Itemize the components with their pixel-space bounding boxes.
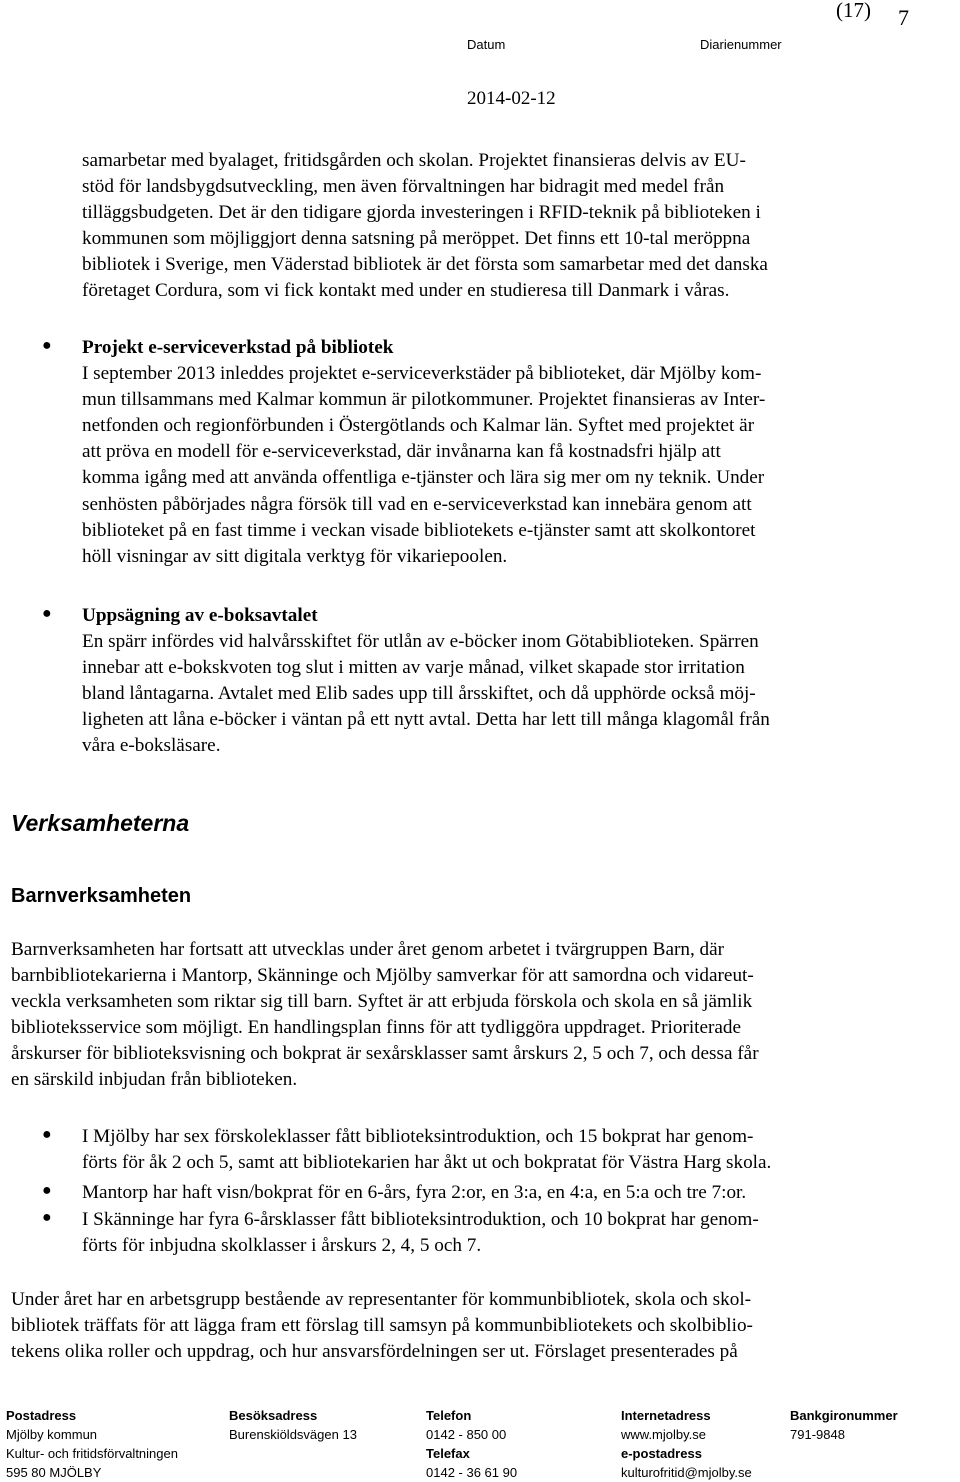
barn-paragraph (11, 937, 759, 1094)
text-line: tekens olika roller och uppdrag, och hur ansvarsfördelningen ser ut. Förslaget presenterades på (11, 1341, 738, 1363)
text-line: kommunen som möjliggjort denna satsning på meröppet. Det finns ett 10-tal meröppna (82, 228, 751, 250)
text-line: Barnverksamheten har fortsatt att utvecklas under året genom arbetet i tvärgruppen Barn, där (11, 939, 725, 960)
barn-bullet-mantorp (82, 1180, 746, 1206)
internetadress-link[interactable]: www.mjolby.se (621, 1427, 707, 1442)
postadress-line: Mjölby kommun (6, 1427, 98, 1442)
text-line: ligheten att låna e-böcker i väntan på ett nytt avtal. Detta har lett till många klagomål från (82, 709, 770, 731)
bullet-icon: ● (42, 1182, 52, 1199)
text-line: att pröva en modell för e-serviceverkstad, där invånarna kan få kostnadsfri hjälp att (82, 441, 721, 463)
closing-paragraph (11, 1287, 753, 1365)
section-heading: Verksamheterna (11, 810, 190, 836)
text-line: barnbibliotekarierna i Mantorp, Skänninge och Mjölby samverkar för att samordna och vidareut- (11, 965, 754, 987)
internetadress-label: Internetadress (621, 1408, 711, 1423)
footer-besoksadress (229, 1406, 357, 1444)
text-line: mun tillsammans med Kalmar kommun är pilotkommuner. Projektet finansieras av Inter- (82, 389, 766, 411)
text-line: biblioteket på en fast timme i veckan visade bibliotekets e-tjänster samt att skolkontoret (82, 519, 756, 541)
epost-label: e-postadress (621, 1446, 702, 1461)
text-line: veckla verksamheten som riktar sig till barn. Syftet är att erbjuda förskola och skola en så jämlik (11, 991, 753, 1013)
bullet-title: Uppsägning av e-boksavtalet (82, 605, 318, 626)
page-number: (17) (836, 0, 871, 22)
text-line: Under året har en arbetsgrupp bestående av representanter för kommunbibliotek, skola och skol- (11, 1289, 752, 1310)
text-line: komma igång med att använda offentliga e-tjänster och lära sig mer om ny teknik. Under (82, 467, 765, 489)
diarienummer-label: Diarienummer (700, 37, 782, 52)
telefon-value: 0142 - 850 00 (426, 1427, 507, 1442)
barn-bullet-mjolby (82, 1124, 771, 1176)
bankgiro-label: Bankgironummer (790, 1408, 898, 1423)
postadress-line: 595 80 MJÖLBY (6, 1465, 102, 1480)
text-line: I Mjölby har sex förskoleklasser fått biblioteksintroduktion, och 15 bokprat har genom- (82, 1126, 754, 1147)
telefax-value: 0142 - 36 61 90 (426, 1465, 518, 1480)
bullet-project-eservice (82, 335, 765, 570)
bullet-icon: ● (42, 605, 52, 622)
text-line: netfonden och regionförbunden i Östergötlands och Kalmar län. Syftet med projektet är (82, 415, 755, 437)
text-line: stöd för landsbygdsutveckling, men även förvaltningen har bidragit med medel från (82, 176, 725, 198)
text-line: En spärr infördes vid halvårsskiftet för utlån av e-böcker inom Götabiblioteken. Spärren (82, 631, 759, 653)
besoksadress-value: Burenskiöldsvägen 13 (229, 1427, 357, 1442)
bullet-icon: ● (42, 1209, 52, 1226)
telefax-label: Telefax (426, 1446, 470, 1461)
text-line: höll visningar av sitt digitala verktyg för vikariepoolen. (82, 545, 508, 567)
footer-bankgiro (790, 1406, 898, 1444)
text-line: förts för åk 2 och 5, samt att bibliotekarien har åkt ut och bokpratat för Västra Harg skola. (82, 1152, 772, 1174)
text-line: I Skänninge har fyra 6-årsklasser fått biblioteksintroduktion, och 10 bokprat har genom- (82, 1209, 759, 1230)
intro-paragraph (82, 148, 768, 305)
bullet-icon: ● (42, 1126, 52, 1143)
datum-value: 2014-02-12 (467, 88, 556, 109)
text-line: bibliotek träffats för att lägga fram ett förslag till samsyn på kommunbibliotekets och skolbiblio- (11, 1315, 753, 1337)
text-line: företaget Cordura, som vi fick kontakt med under en studieresa till Danmark i våras. (82, 280, 730, 302)
text-line: förts för inbjudna skolklasser i årskurs 2, 4, 5 och 7. (82, 1235, 482, 1257)
text-line: våra e-boksläsare. (82, 735, 221, 757)
postadress-label: Postadress (6, 1408, 77, 1423)
text-line: tilläggsbudgeten. Det är den tidigare gjorda investeringen i RFID-teknik på biblioteken i (82, 202, 761, 224)
text-line: I september 2013 inleddes projektet e-serviceverkstäder på biblioteket, där Mjölby kom- (82, 363, 762, 385)
text-line: en särskild inbjudan från biblioteken. (11, 1069, 298, 1091)
footer-telefon (426, 1406, 517, 1482)
bullet-title: Projekt e-serviceverkstad på bibliotek (82, 337, 394, 358)
text-line: biblioteksservice som möjligt. En handlingsplan finns för att tydliggöra uppdraget. Prioriterade (11, 1017, 742, 1039)
text-line: Mantorp har haft visn/bokprat för en 6-års, fyra 2:or, en 3:a, en 4:a, en 5:a och tre 7:or. (82, 1182, 747, 1203)
text-line: samarbetar med byalaget, fritidsgården och skolan. Projektet finansieras delvis av EU- (82, 150, 746, 171)
datum-label: Datum (467, 37, 506, 52)
text-line: bland låntagarna. Avtalet med Elib sades upp till årsskiftet, och då upphörde också möj- (82, 683, 756, 705)
bullet-icon: ● (42, 337, 52, 354)
text-line: årskurser för biblioteksvisning och bokprat är sexårsklasser samt årskurs 2, 5 och 7, och dessa får (11, 1043, 759, 1065)
besoksadress-label: Besöksadress (229, 1408, 318, 1423)
telefon-label: Telefon (426, 1408, 472, 1423)
bankgiro-value: 791-9848 (790, 1427, 845, 1442)
barn-bullet-skanninge (82, 1207, 759, 1259)
epost-link[interactable]: kulturofritid@mjolby.se (621, 1465, 752, 1480)
text-line: innebar att e-bokskvoten tog slut i mitten av varje månad, vilket skapade stor irritation (82, 657, 745, 679)
footer-postadress (6, 1406, 178, 1482)
subsection-heading: Barnverksamheten (11, 885, 192, 907)
text-line: bibliotek i Sverige, men Väderstad bibliotek är det första som samarbetar med det danska (82, 254, 768, 276)
bullet-ebook-contract (82, 603, 770, 760)
text-line: senhösten påbörjades några försök till vad en e-serviceverkstad kan innebära genom att (82, 493, 752, 515)
footer-internet (621, 1406, 752, 1482)
page-index: 7 (898, 5, 909, 30)
postadress-line: Kultur- och fritidsförvaltningen (6, 1446, 178, 1461)
